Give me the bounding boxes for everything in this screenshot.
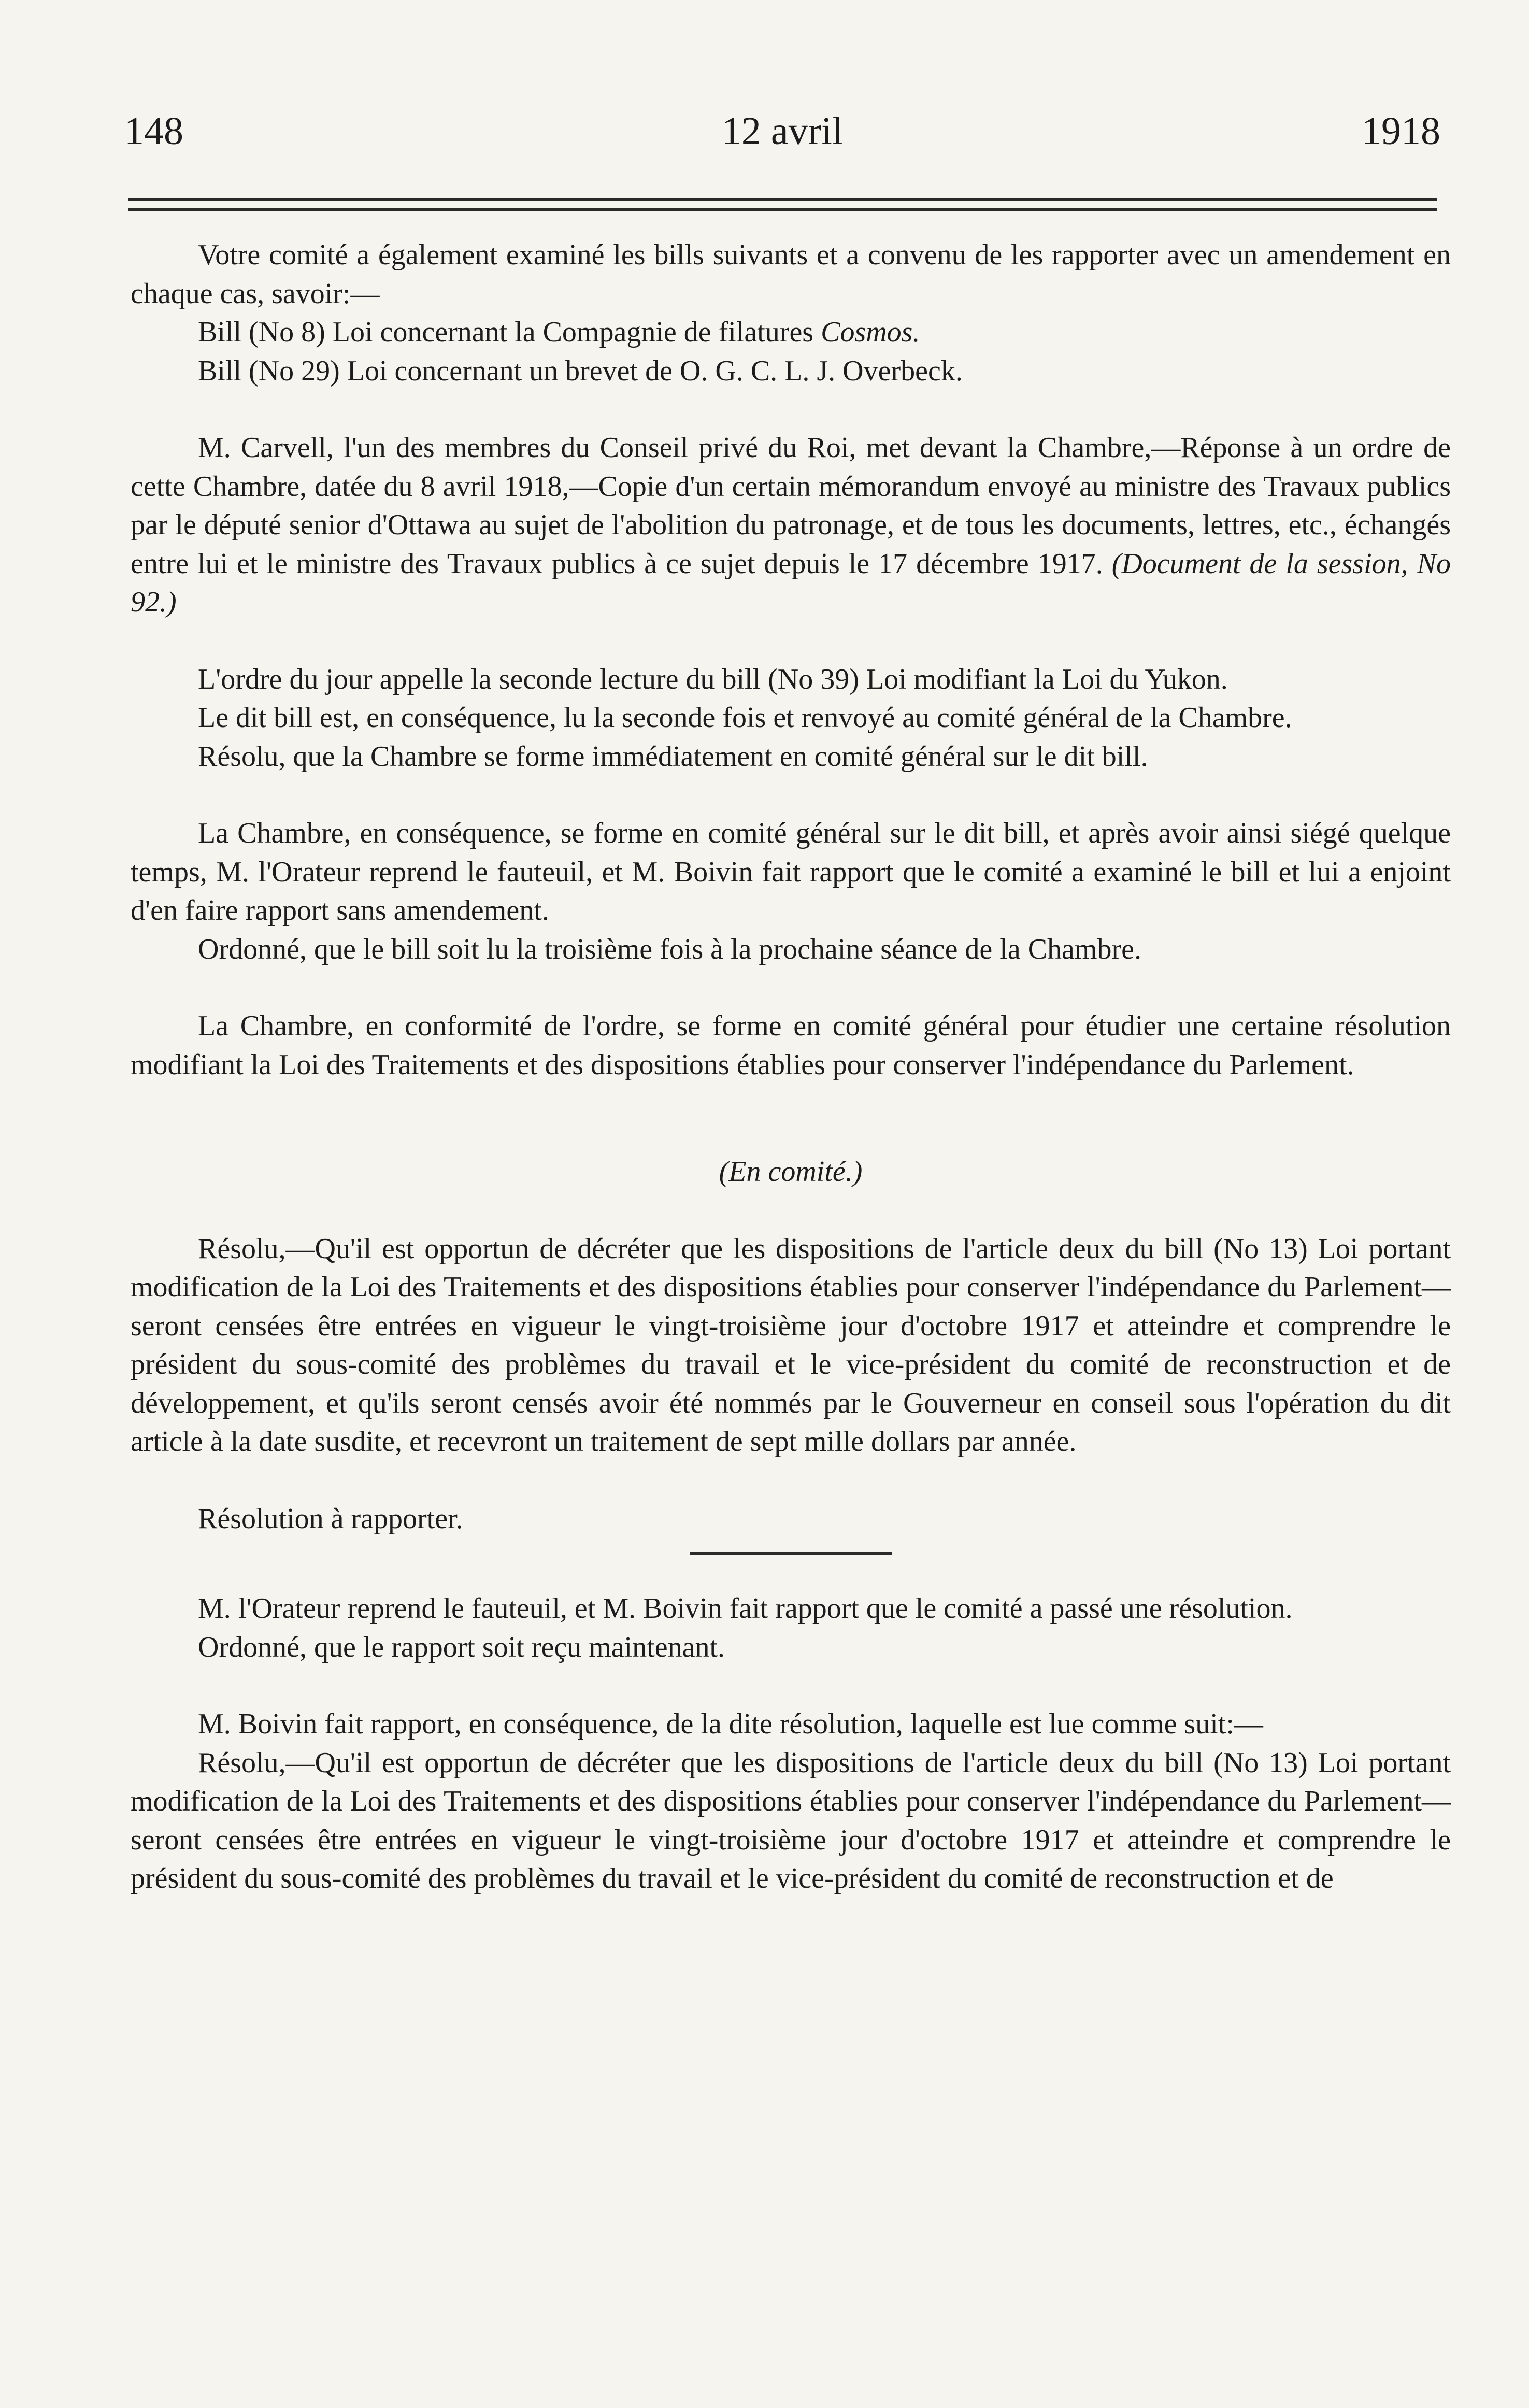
paragraph: Résolution à rapporter. [198,1502,463,1535]
paragraph: L'ordre du jour appelle la seconde lecture du bill (No 39) Loi modifiant la Loi du Yukon. [198,663,1228,695]
section-heading: (En comité.) [719,1156,863,1188]
paragraph: La Chambre, en conformité de l'ordre, se forme en comité général pour étudier une certaine résolution modifiant la Loi des Traitements et des dispositions établies pour conserver l'indépendance du Parlement. [131,1010,1451,1081]
spacer [131,776,1451,814]
paragraph: Résolu,—Qu'il est opportun de décréter que les dispositions de l'article deux du bill (No 13) Loi portant modification de la Loi des Traitements et des dispositions établies pour conserver l'indépendance du Parlement—seront censées être entrées en vigueur le vingt-troisième jour d'octobre 1917 et atteindre et comprendre le président du sous-comité des problèmes du travail et le vice-président du comité de reconstruction et de développement, et qu'ils seront censés avoir été nommés par le Gouverneur en conseil sous l'opération du dit article à la date susdite, et recevront un traitement de sept mille dollars par année. [131,1232,1451,1458]
paragraph: Le dit bill est, en conséquence, lu la seconde fois et renvoyé au comité général de la Chambre. [198,702,1292,734]
spacer [131,1084,1451,1122]
paragraph: Votre comité a également examiné les bills suivants et a convenu de les rapporter avec un amendement en chaque cas, savoir:— [131,239,1451,310]
spacer [131,1461,1451,1500]
document-body [131,236,1451,1898]
spacer [131,968,1451,1007]
spacer [131,622,1451,660]
paragraph: M. Carvell, l'un des membres du Conseil privé du Roi, met devant la Chambre,—Réponse à un ordre de cette Chambre, datée du 8 avril 1918,—Copie d'un certain mémorandum envoyé au ministre des Travaux publics par le député senior d'Ottawa au sujet de l'abolition du patronage, et de tous les documents, lettres, etc., échangés entre lui et le ministre des Travaux publics à ce sujet depuis le 17 décembre 1917. (Document de la session, No 92.) [131,432,1451,618]
header-rule-bottom [128,208,1437,211]
header-year: 1918 [1362,109,1440,153]
header-date: 12 avril [721,109,844,153]
spacer [131,1191,1451,1230]
header-rule-top [128,198,1437,201]
page-header [124,109,1440,155]
spacer [131,1666,1451,1705]
paragraph: Ordonné, que le bill soit lu la troisième fois à la prochaine séance de la Chambre. [198,933,1141,965]
spacer [131,1122,1451,1152]
page-number: 148 [124,109,183,153]
section-divider [690,1552,892,1555]
spacer [131,390,1451,429]
paragraph: Bill (No 8) Loi concernant la Compagnie de filatures Cosmos. [198,316,920,348]
paragraph: Bill (No 29) Loi concernant un brevet de O. G. C. L. J. Overbeck. [198,354,963,387]
paragraph: Résolu,—Qu'il est opportun de décréter que les dispositions de l'article deux du bill (No 13) Loi portant modification de la Loi des Traitements et des dispositions établies pour conserver l'indépendance du Parlement—seront censées être entrées en vigueur le vingt-troisième jour d'octobre 1917 et atteindre et comprendre le président du sous-comité des problèmes du travail et le vice-président du comité de reconstruction et de [131,1746,1451,1894]
paragraph: Ordonné, que le rapport soit reçu maintenant. [198,1631,725,1663]
paragraph: M. l'Orateur reprend le fauteuil, et M. Boivin fait rapport que le comité a passé une résolution. [198,1592,1293,1625]
paragraph: M. Boivin fait rapport, en conséquence, de la dite résolution, laquelle est lue comme suit:— [198,1708,1263,1740]
paragraph: Résolu, que la Chambre se forme immédiatement en comité général sur le dit bill. [198,740,1148,773]
paragraph: La Chambre, en conséquence, se forme en comité général sur le dit bill, et après avoir ainsi siégé quelque temps, M. l'Orateur reprend le fauteuil, et M. Boivin fait rapport que le comité a examiné le bill et lui a enjoint d'en faire rapport sans amendement. [131,817,1451,927]
